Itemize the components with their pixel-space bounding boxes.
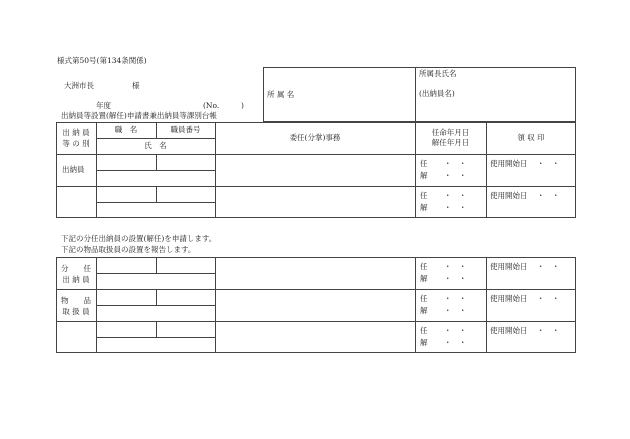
row-label-goods-handler-line1: 物 品 xyxy=(61,296,91,305)
t2-vline xyxy=(415,257,416,353)
header-staff-no: 職員番号 xyxy=(170,125,201,134)
date-dots: ・ ・ xyxy=(444,191,467,200)
treasurer-label: (出納員名) xyxy=(419,89,455,98)
header-receipt: 領 収 印 xyxy=(517,133,545,142)
dismiss-label: 解 xyxy=(420,306,428,315)
dismiss-label: 解 xyxy=(420,171,428,180)
row-label-treasurer: 出納員 xyxy=(62,165,85,174)
t2-vline xyxy=(215,257,216,353)
t1-vline xyxy=(156,154,157,170)
dismiss-label: 解 xyxy=(420,338,428,347)
fiscal-year-no-label: (No. xyxy=(203,101,220,110)
fiscal-year-label: 年度 xyxy=(96,101,111,110)
date-dots: ・ ・ xyxy=(444,338,467,347)
use-start-label: 使用開始日 xyxy=(490,191,528,200)
header-dates-line2: 解任年月日 xyxy=(431,138,470,147)
date-dots: ・ ・ xyxy=(444,274,467,283)
t1-hline xyxy=(56,186,576,187)
signature-box-divider xyxy=(415,67,416,122)
header-full-name: 氏 名 xyxy=(144,141,167,150)
appoint-label: 任 xyxy=(420,262,428,271)
t2-vline xyxy=(486,257,487,353)
row-label-sub-treasurer-line1: 分 任 xyxy=(61,264,91,273)
appoint-label: 任 xyxy=(420,294,428,303)
date-dots: ・ ・ xyxy=(444,262,467,271)
t1-hline xyxy=(96,170,215,171)
fiscal-year-no-close: ) xyxy=(241,101,244,110)
use-start-dots: ・ ・ xyxy=(537,191,560,200)
use-start-label: 使用開始日 xyxy=(490,159,528,168)
header-duty: 委任(分掌)事務 xyxy=(289,133,341,142)
header-dates-line1: 任命年月日 xyxy=(431,128,470,137)
dismiss-label: 解 xyxy=(420,203,428,212)
note-application: 下記の分任出納員の設置(解任)を申請します。 xyxy=(61,234,217,243)
date-dots: ・ ・ xyxy=(444,294,467,303)
t2-hline xyxy=(56,321,576,322)
use-start-label: 使用開始日 xyxy=(490,262,528,271)
appoint-label: 任 xyxy=(420,191,428,200)
row-label-goods-handler-line2: 取 扱 員 xyxy=(62,307,90,316)
t2-vline xyxy=(156,321,157,337)
t1-vline xyxy=(156,186,157,202)
date-dots: ・ ・ xyxy=(444,203,467,212)
date-dots: ・ ・ xyxy=(444,159,467,168)
addressee-name: 大洲市長 xyxy=(64,81,94,90)
dismiss-label: 解 xyxy=(420,274,428,283)
row-label-sub-treasurer-line2: 出 納 員 xyxy=(62,275,90,284)
t1-hline xyxy=(96,138,215,139)
use-start-dots: ・ ・ xyxy=(537,262,560,271)
use-start-label: 使用開始日 xyxy=(490,294,528,303)
addressee-honorific: 様 xyxy=(132,81,140,90)
use-start-label: 使用開始日 xyxy=(490,326,528,335)
t1-hline xyxy=(96,202,215,203)
appoint-label: 任 xyxy=(420,159,428,168)
head-name-label: 所属長氏名 xyxy=(419,69,457,78)
form-title: 出納員等設置(解任)申請書兼出納員等課別台帳 xyxy=(61,111,217,120)
use-start-dots: ・ ・ xyxy=(537,294,560,303)
date-dots: ・ ・ xyxy=(444,306,467,315)
department-label: 所 属 名 xyxy=(267,90,295,99)
t2-vline xyxy=(156,289,157,305)
t2-hline xyxy=(96,305,215,306)
use-start-dots: ・ ・ xyxy=(537,159,560,168)
use-start-dots: ・ ・ xyxy=(537,326,560,335)
t2-hline xyxy=(96,273,215,274)
note-report: 下記の物品取扱員の設置を報告します。 xyxy=(61,245,196,254)
appoint-label: 任 xyxy=(420,326,428,335)
date-dots: ・ ・ xyxy=(444,171,467,180)
header-category-line1: 出 納 員 xyxy=(62,128,90,137)
date-dots: ・ ・ xyxy=(444,326,467,335)
t2-vline xyxy=(156,257,157,273)
header-category-line2: 等 の 別 xyxy=(62,139,90,148)
t1-hline xyxy=(56,154,576,155)
t2-hline xyxy=(96,337,215,338)
header-job-title: 職 名 xyxy=(114,125,138,134)
t2-hline xyxy=(56,289,576,290)
form-number: 様式第50号(第134条関係) xyxy=(57,56,147,65)
